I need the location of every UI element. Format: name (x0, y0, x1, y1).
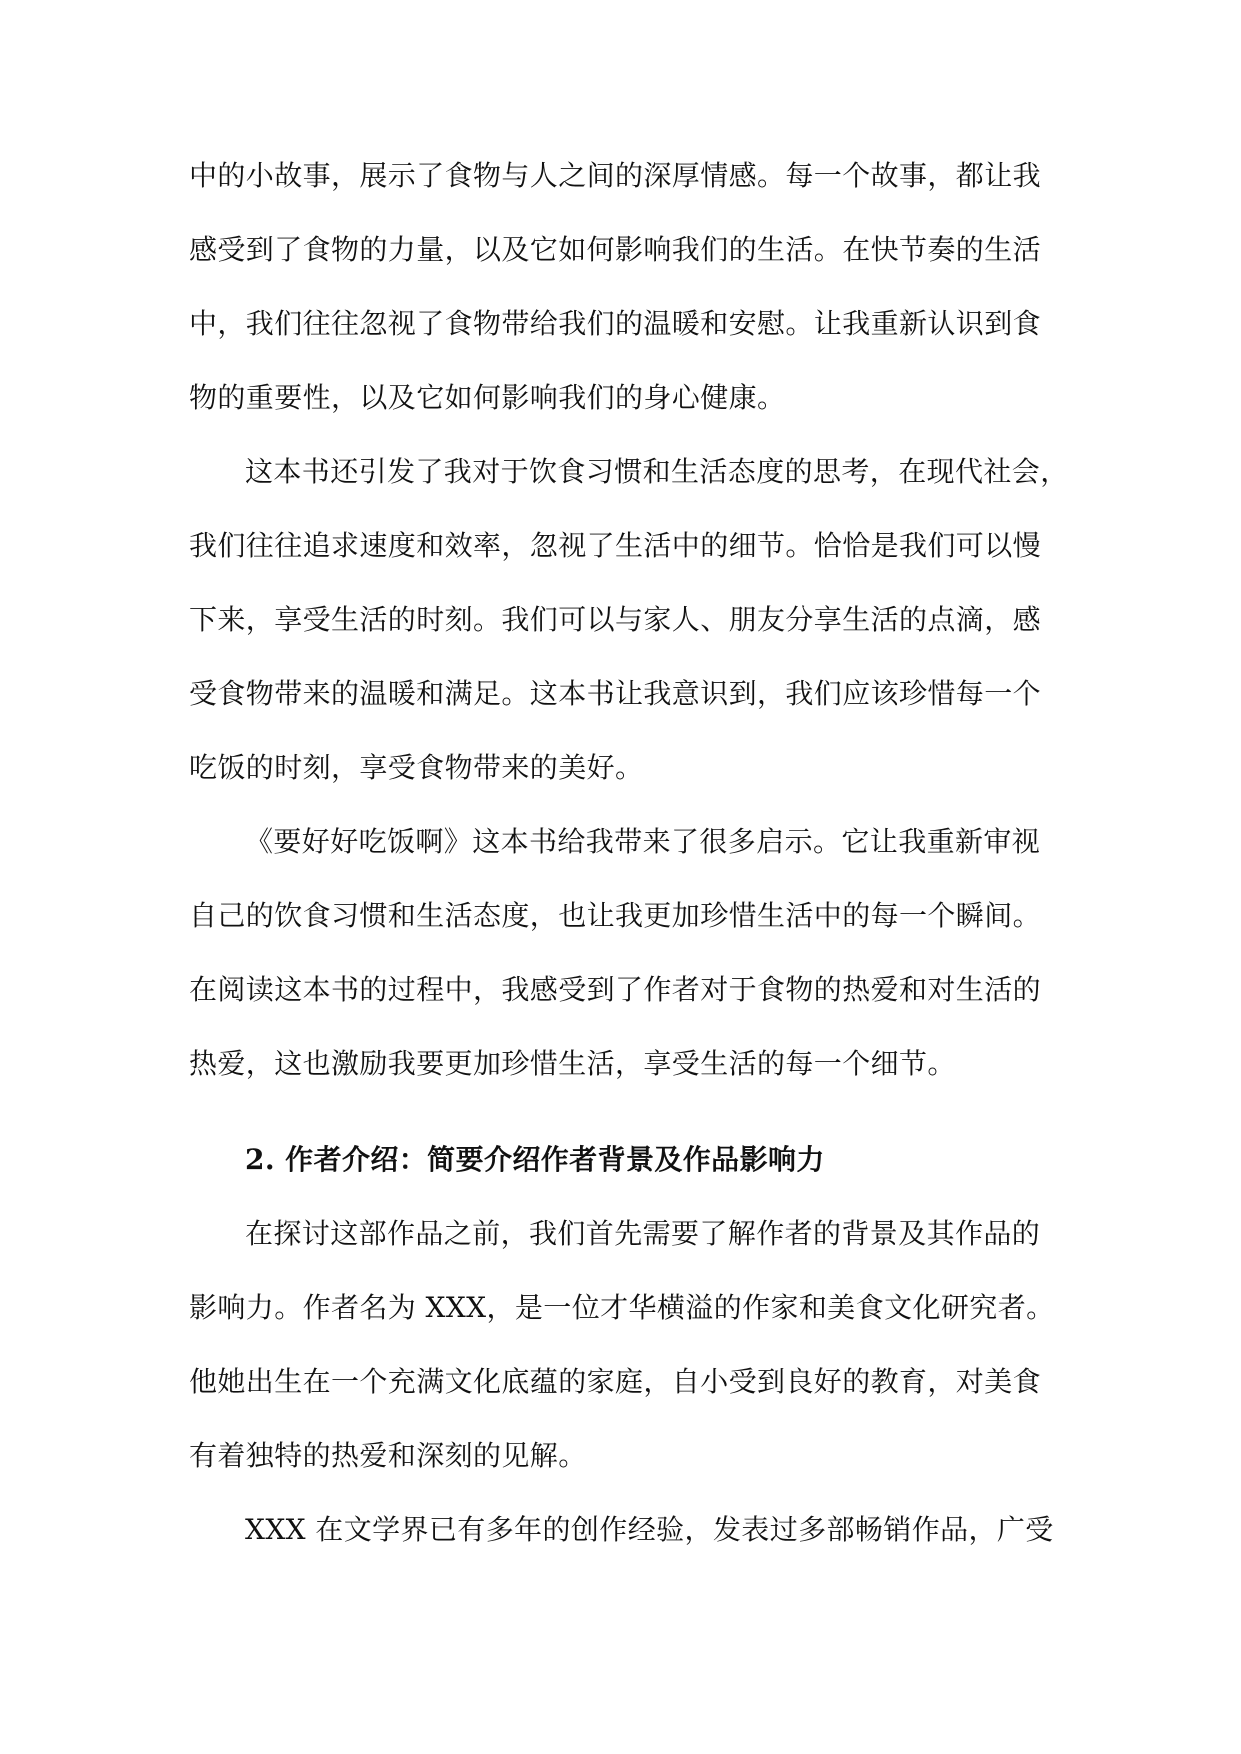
text-line: 《要好好吃饭啊》这本书给我带来了很多启示。它让我重新审视 (245, 825, 1041, 858)
text-line: 影响力。作者名为 XXX，是一位才华横溢的作家和美食文化研究者。 (189, 1291, 1055, 1324)
paragraph (189, 1493, 1053, 1567)
paragraph (189, 805, 1053, 1101)
text-line: 自己的饮食习惯和生活态度，也让我更加珍惜生活中的每一个瞬间。 (189, 899, 1042, 932)
text-line: 吃饭的时刻，享受食物带来的美好。 (189, 751, 644, 784)
paragraph (189, 435, 1069, 805)
text-line: 下来，享受生活的时刻。我们可以与家人、朋友分享生活的点滴，感 (189, 603, 1042, 636)
text-line: 受食物带来的温暖和满足。这本书让我意识到，我们应该珍惜每一个 (189, 677, 1042, 710)
section-heading: 2. 作者介绍：简要介绍作者背景及作品影响力 (245, 1143, 825, 1176)
text-line: 感受到了食物的力量，以及它如何影响我们的生活。在快节奏的生活 (189, 233, 1042, 266)
text-line: 我们往往追求速度和效率，忽视了生活中的细节。恰恰是我们可以慢 (189, 529, 1042, 562)
text-line: 中的小故事，展示了食物与人之间的深厚情感。每一个故事，都让我 (189, 159, 1042, 192)
text-line: 物的重要性，以及它如何影响我们的身心健康。 (189, 381, 786, 414)
document-body (189, 139, 1069, 1567)
text-line: 在阅读这本书的过程中，我感受到了作者对于食物的热爱和对生活的 (189, 973, 1042, 1006)
paragraph (189, 139, 1053, 435)
text-line: 热爱，这也激励我要更加珍惜生活，享受生活的每一个细节。 (189, 1047, 956, 1080)
text-line: 这本书还引发了我对于饮食习惯和生活态度的思考，在现代社会， (245, 455, 1069, 488)
text-line: 中，我们往往忽视了食物带给我们的温暖和安慰。让我重新认识到食 (189, 307, 1042, 340)
paragraph (189, 1197, 1053, 1493)
text-line: 有着独特的热爱和深刻的见解。 (189, 1439, 587, 1472)
text-line: XXX 在文学界已有多年的创作经验，发表过多部畅销作品，广受 (245, 1513, 1054, 1546)
text-line: 他她出生在一个充满文化底蕴的家庭，自小受到良好的教育，对美食 (189, 1365, 1042, 1398)
text-line: 在探讨这部作品之前，我们首先需要了解作者的背景及其作品的 (245, 1217, 1041, 1250)
